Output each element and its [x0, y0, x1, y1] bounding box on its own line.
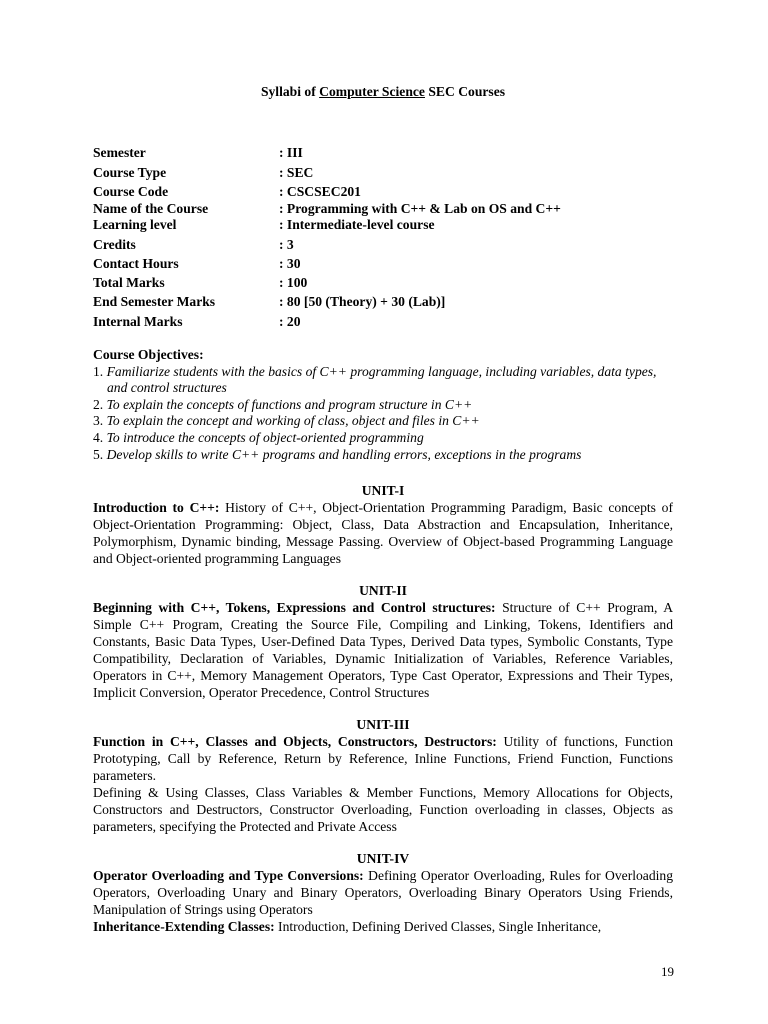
objectives-heading: Course Objectives: [93, 347, 204, 362]
objective-item: 1. Familiarize students with the basics of C++ programming language, including variables, data types, and control structures [93, 363, 657, 396]
unit-heading: UNIT-II [359, 583, 407, 598]
course-objectives [93, 347, 673, 463]
objective-item: 4. To introduce the concepts of object-oriented programming [93, 429, 424, 445]
title-subject: Computer Science [319, 84, 425, 99]
objective-item: 3. To explain the concept and working of class, object and files in C++ [93, 413, 480, 429]
unit-paragraph: Defining & Using Classes, Class Variables & Member Functions, Memory Allocations for Objects, Constructors and Destructors, Constructor Overloading, Function overloading in classes, Objects as parameters, specifying the Protected and Private Access [93, 785, 673, 834]
unit-4 [93, 850, 673, 935]
unit-paragraph: Function in C++, Classes and Objects, Constructors, Destructors: Utility of functions, Function Prototyping, Call by Reference, Return by Reference, Inline Functions, Friend Function, Functions parameters. [93, 734, 673, 783]
page-title: Syllabi of Computer Science SEC Courses [260, 84, 506, 99]
unit-paragraph: Inheritance-Extending Classes: Introduction, Defining Derived Classes, Single Inheritance, [93, 919, 602, 934]
unit-paragraph: Introduction to C++: History of C++, Object-Orientation Programming Paradigm, Basic concepts of Object-Orientation Programming: Object, Class, Data Abstraction and Encapsulation, Inheritance, Polymorphism, Dynamic binding, Message Passing. Overview of Object-based Programming Language and Object-oriented programming Languages [93, 500, 674, 566]
unit-heading: UNIT-III [356, 717, 410, 732]
unit-heading: UNIT-I [361, 483, 405, 498]
unit-paragraph: Beginning with C++, Tokens, Expressions and Control structures: Structure of C++ Program, A Simple C++ Program, Creating the Source File, Compiling and Linking, Tokens, Identifiers and Constants, Basic Data Types, User-Defined Data Types, Derived Data types, Symbolic Constants, Type Compatibility, Declaration of Variables, Dynamic Initialization of Variables, Reference Variables, Operators in C++, Memory Management Operators, Type Cast Operator, Expressions and Their Types, Implicit Conversion, Operator Precedence, Control Structures [93, 600, 674, 700]
unit-3 [93, 716, 673, 835]
objective-item: 5. Develop skills to write C++ programs and handling errors, exceptions in the programs [93, 446, 582, 462]
page-number: 19 [661, 964, 674, 979]
unit-heading: UNIT-IV [356, 851, 410, 866]
objective-item: 2. To explain the concepts of functions and program structure in C++ [93, 396, 473, 412]
objectives-list [93, 364, 673, 464]
unit-2 [93, 582, 673, 701]
unit-1 [93, 482, 673, 567]
unit-paragraph: Operator Overloading and Type Conversions: Defining Operator Overloading, Rules for Overloading Operators, Overloading Unary and Binary Operators, Overloading Binary Operators Using Friends, Manipulation of Strings using Operators [93, 868, 674, 917]
